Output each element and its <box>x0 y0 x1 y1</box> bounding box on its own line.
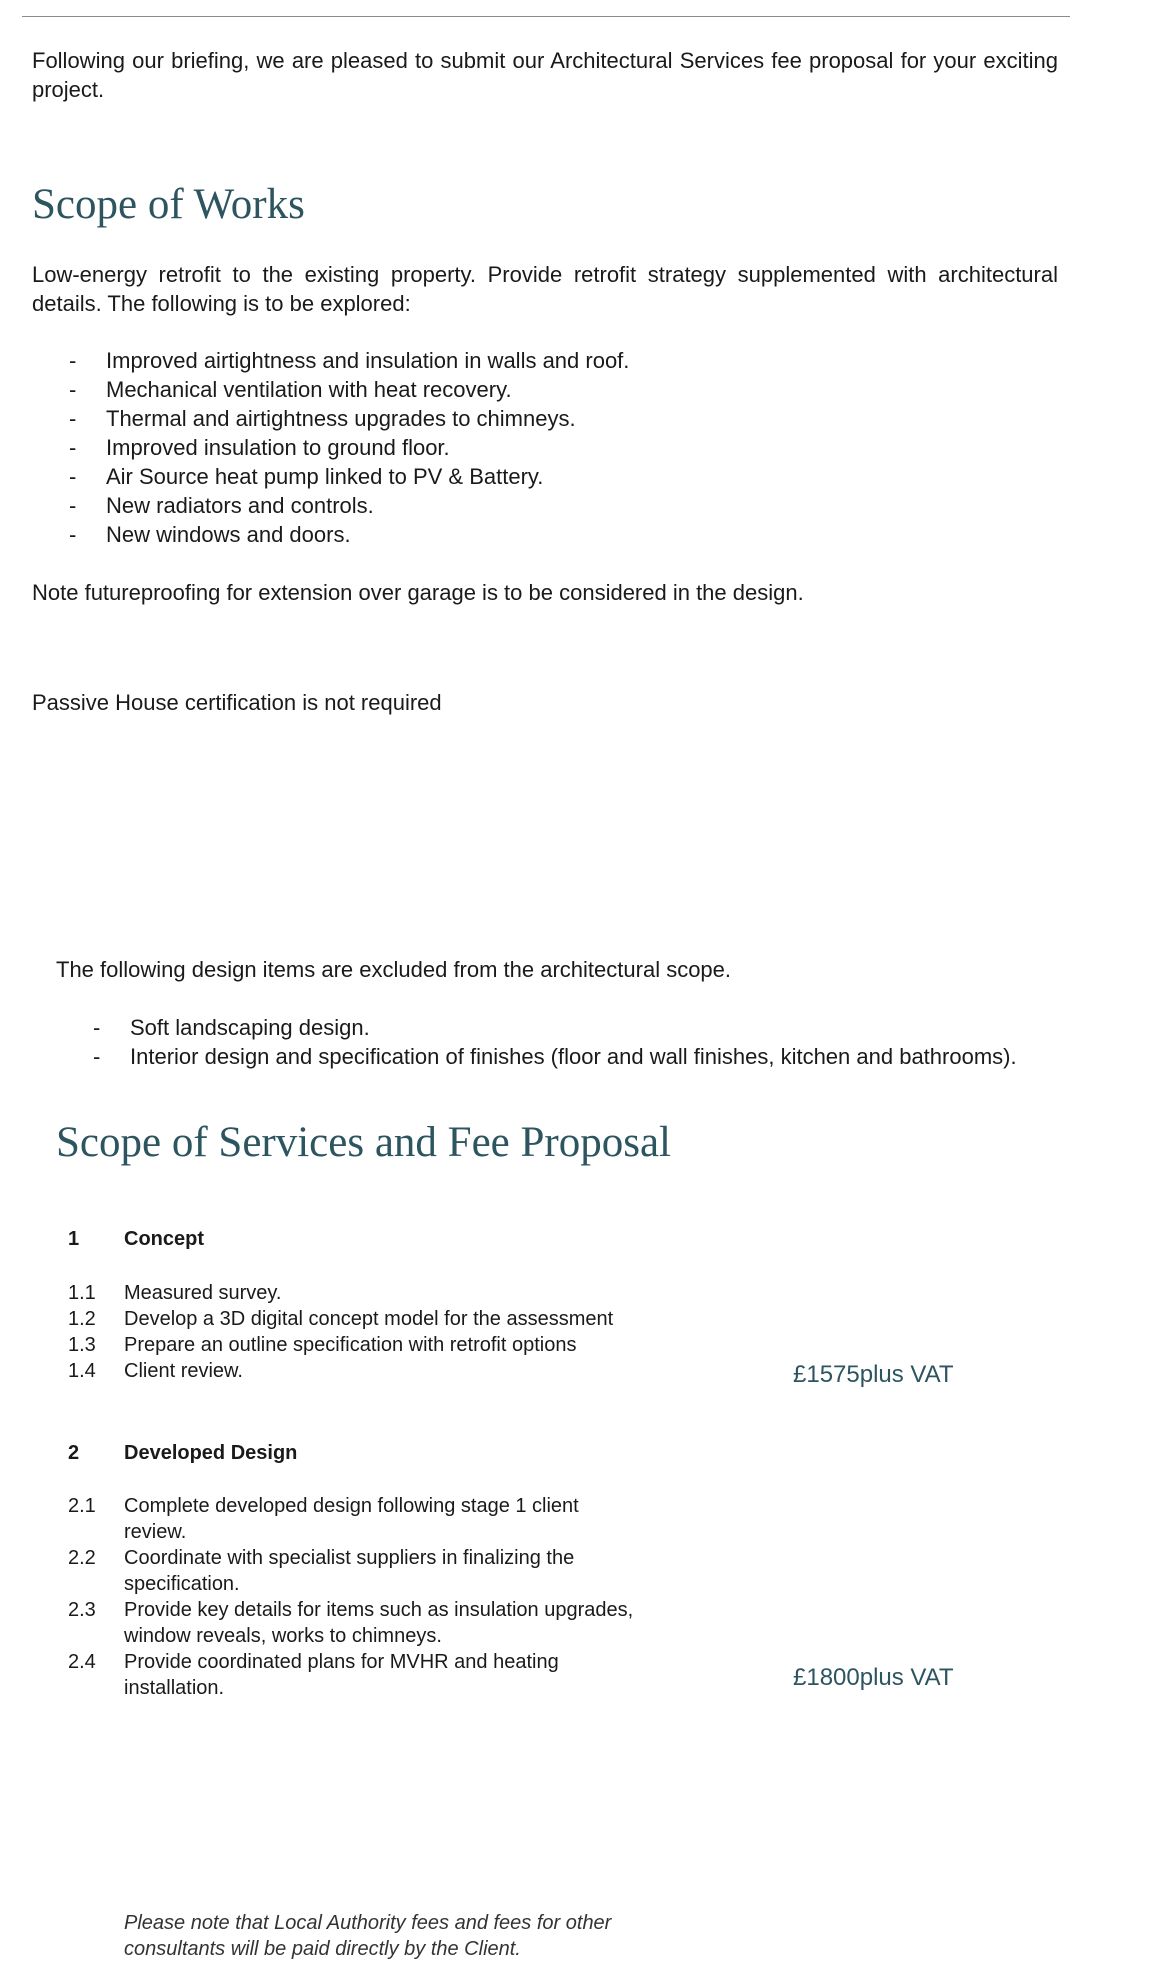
scope-items-list <box>32 346 932 549</box>
list-item <box>68 1358 668 1384</box>
stage-title: Developed Design <box>124 1442 298 1464</box>
item-number: 2.1 <box>68 1495 96 1517</box>
exclusions-intro: The following design items are excluded from the architectural scope. <box>56 957 732 982</box>
item-text: Coordinate with specialist suppliers in finalizing the specification. <box>124 1547 575 1595</box>
item-number: 1.3 <box>68 1334 96 1356</box>
intro-paragraph: Following our briefing, we are pleased to submit our Architectural Services fee proposal for your exciting project. <box>32 48 1058 102</box>
item-text: Provide coordinated plans for MVHR and heating installation. <box>124 1651 559 1699</box>
item-number: 1.2 <box>68 1308 96 1330</box>
list-item: - Air Source heat pump linked to PV & Battery. <box>32 462 932 491</box>
list-item: - Improved insulation to ground floor. <box>32 433 932 462</box>
item-text: Measured survey. <box>124 1282 282 1304</box>
list-item: - Improved airtightness and insulation in walls and roof. <box>32 346 932 375</box>
stage-number: 2 <box>68 1442 80 1464</box>
top-divider <box>22 16 1070 17</box>
stage-title: Concept <box>124 1228 204 1250</box>
item-text: Client review. <box>124 1360 243 1382</box>
list-item <box>68 1597 638 1649</box>
list-item: - Thermal and airtightness upgrades to chimneys. <box>32 404 932 433</box>
stage-number: 1 <box>68 1228 80 1250</box>
item-number: 2.2 <box>68 1547 96 1569</box>
futureproofing-note: Note futureproofing for extension over garage is to be considered in the design. <box>32 580 804 605</box>
fees-footnote: Please note that Local Authority fees and fees for other consultants will be paid directly by the Client. <box>124 1912 612 1960</box>
list-item <box>68 1332 668 1358</box>
item-text: Develop a 3D digital concept model for the assessment <box>124 1308 614 1330</box>
fee-proposal-heading: Scope of Services and Fee Proposal <box>56 1119 671 1166</box>
passive-house-note: Passive House certification is not required <box>32 690 442 715</box>
item-number: 1.1 <box>68 1282 96 1304</box>
list-item: - Mechanical ventilation with heat recovery. <box>32 375 932 404</box>
item-number: 2.4 <box>68 1651 96 1673</box>
stage-2-fee: £1800plus VAT <box>793 1664 954 1691</box>
list-item: - New windows and doors. <box>32 520 932 549</box>
stage-2-items <box>68 1493 638 1701</box>
exclusions-list <box>56 1013 1076 1071</box>
stage-1-fee: £1575plus VAT <box>793 1361 954 1388</box>
item-number: 2.3 <box>68 1599 96 1621</box>
scope-of-works-heading: Scope of Works <box>32 181 305 228</box>
list-item <box>68 1306 668 1332</box>
list-item: - Soft landscaping design. <box>56 1013 1076 1042</box>
list-item: - New radiators and controls. <box>32 491 932 520</box>
list-item <box>68 1649 638 1701</box>
item-number: 1.4 <box>68 1360 96 1382</box>
list-item <box>68 1545 638 1597</box>
item-text: Prepare an outline specification with retrofit options <box>124 1334 577 1356</box>
list-item <box>68 1493 638 1545</box>
list-item <box>68 1280 668 1306</box>
stage-1-items <box>68 1280 668 1384</box>
item-text: Provide key details for items such as insulation upgrades, window reveals, works to chimneys. <box>124 1599 634 1647</box>
item-text: Complete developed design following stage 1 client review. <box>124 1495 579 1543</box>
stage-2-heading <box>68 1440 668 1466</box>
scope-description: Low-energy retrofit to the existing property. Provide retrofit strategy supplemented with architectural details. The following is to be explored: <box>32 262 1058 316</box>
stage-1-heading <box>68 1226 668 1252</box>
list-item: - Interior design and specification of finishes (floor and wall finishes, kitchen and bathrooms). <box>56 1042 1076 1071</box>
